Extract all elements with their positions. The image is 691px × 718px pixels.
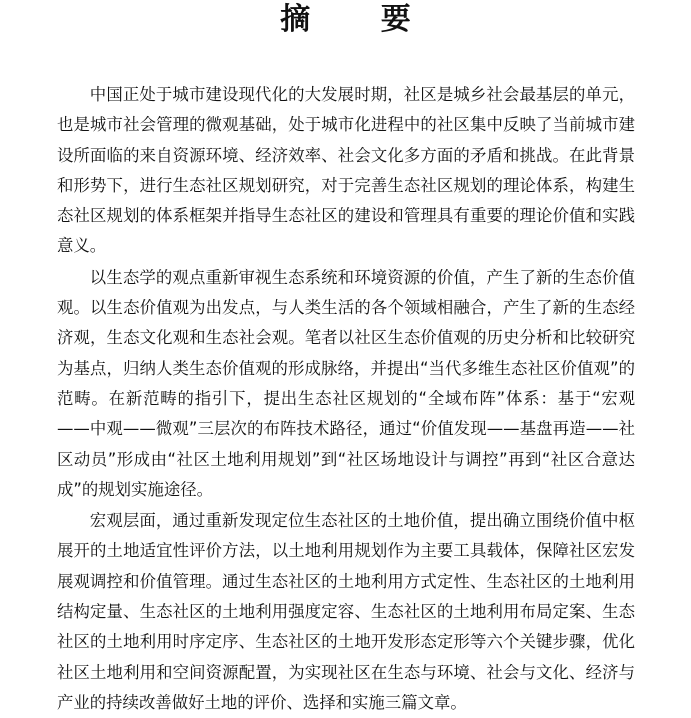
abstract-body (57, 80, 635, 718)
paragraph-1: 中国正处于城市建设现代化的大发展时期，社区是城乡社会最基层的单元，也是城市社会管理的微观基础，处于城市化进程中的社区集中反映了当前城市建设所面临的来自资源环境、经济效率、社会文化多方面的矛盾和挑战。在此背景和形势下，进行生态社区规划研究，对于完善生态社区规划的理论体系，构建生态社区规划的体系框架并指导生态社区的建设和管理具有重要的理论价值和实践意义。 (57, 85, 635, 256)
paragraph-2: 以生态学的观点重新审视生态系统和环境资源的价值，产生了新的生态价值观。以生态价值观为出发点，与人类生活的各个领域相融合，产生了新的生态经济观，生态文化观和生态社会观。笔者以社区生态价值观的历史分析和比较研究为基点，归纳人类生态价值观的形成脉络，并提出“当代多维生态社区价值观”的范畴。在新范畴的指引下，提出生态社区规划的“全域布阵”体系：基于“宏观——中观——微观”三层次的布阵技术路径，通过“价值发现——基盘再造——社区动员”形成由“社区土地利用规划”到“社区场地设计与调控”再到“社区合意达成”的规划实施途径。 (57, 267, 635, 499)
paragraph-3: 宏观层面，通过重新发现定位生态社区的土地价值，提出确立围绕价值中枢展开的土地适宜性评价方法，以土地利用规划作为主要工具载体，保障社区宏发展观调控和价值管理。通过生态社区的土地利用方式定性、生态社区的土地利用结构定量、生态社区的土地利用强度定容、生态社区的土地利用布局定案、生态社区的土地利用时序定序、生态社区的土地开发形态定形等六个关键步骤，优化社区土地利用和空间资源配置，为实现社区在生态与环境、社会与文化、经济与产业的持续改善做好土地的评价、选择和实施三篇文章。 (57, 511, 635, 712)
abstract-title: 摘 要 (280, 2, 441, 37)
